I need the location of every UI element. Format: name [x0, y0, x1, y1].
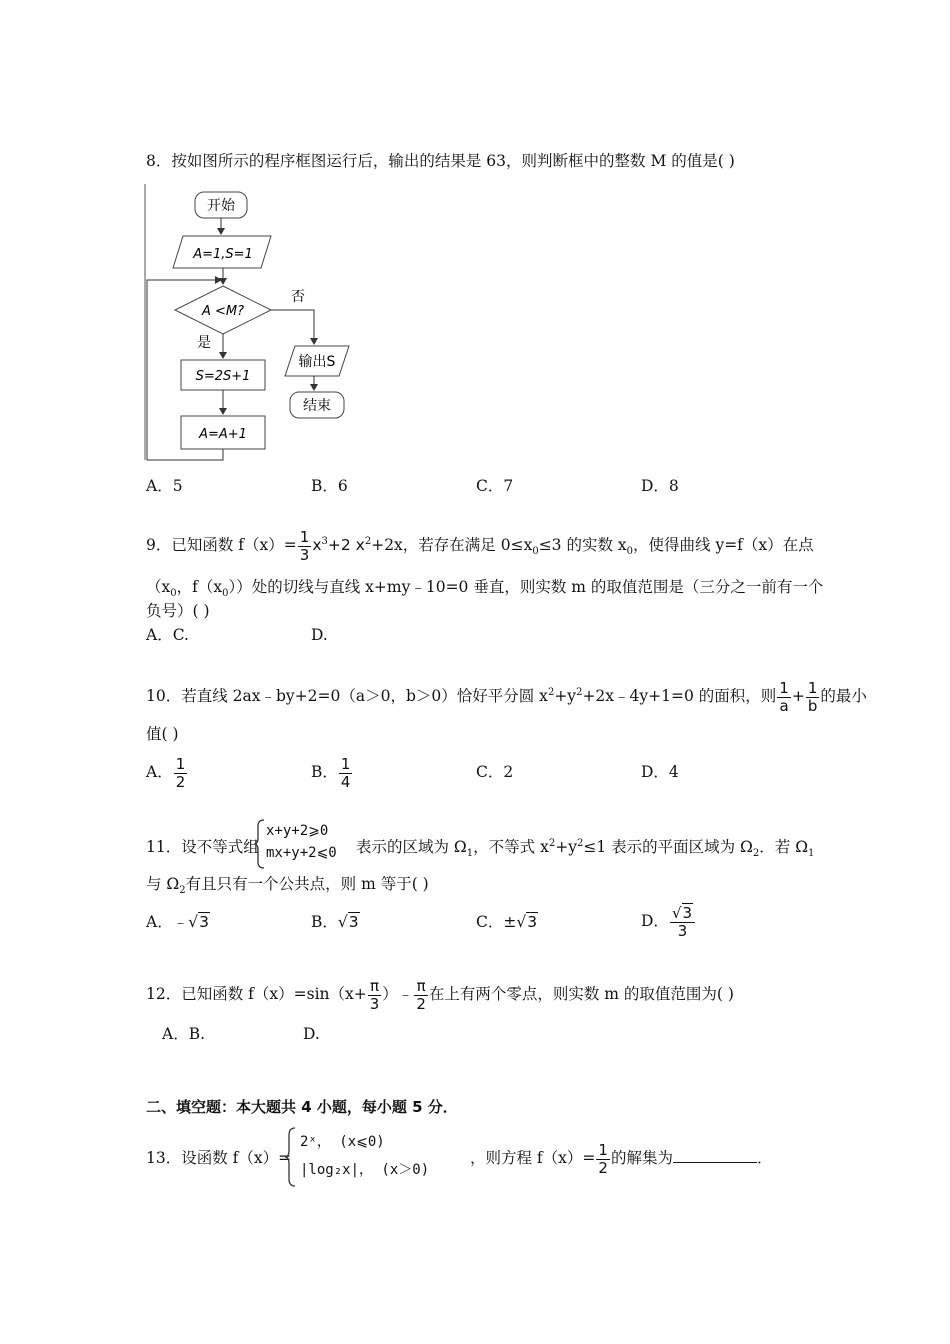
q13-rest: ，则方程 f（x）= $\frac{1}{2}$ 的解集为 ．: [470, 1140, 773, 1177]
flow-output-label: 输出S: [298, 354, 336, 370]
flow-update-a-label: A=A+1: [199, 427, 247, 442]
q13-prefix: 13．设函数 f（x）=: [146, 1149, 292, 1167]
q12-frac-pi2: $\frac{\pi}{2}$: [416, 976, 426, 1013]
q9-frac: $\frac{1}{3}$: [299, 527, 310, 564]
q11-system: x+y+2⩾0 mx+y+2⩽0: [266, 823, 337, 861]
q10-option-b[interactable]: B． $\frac{1}{4}$: [311, 754, 351, 791]
flow-update-s-label: S=2S+1: [195, 369, 251, 384]
q13-frac-half: $\frac{1}{2}$: [598, 1140, 608, 1177]
q9-line3: 负号）( ): [146, 602, 210, 620]
flow-init-label: A=1,S=1: [193, 247, 253, 262]
q13-brace-icon: [283, 1126, 297, 1188]
flow-yes-label: 是: [197, 335, 211, 351]
q10-line2: 值( ): [146, 725, 179, 743]
q11-option-b[interactable]: B．√3: [311, 913, 359, 931]
q8-option-a[interactable]: A．5: [146, 477, 183, 495]
q9-option-d[interactable]: D.: [311, 626, 328, 644]
q9-line1: 9．已知函数 f（x）= $\frac{1}{3}$ $x^3+2$ $x^2+2x$，若存在满足 $0\le x_0\le 3$ 的实数 $x_0$，使得曲线 y=f（x）在点: [146, 527, 814, 564]
flow-cond-label: A <M?: [201, 304, 245, 319]
q11-line2: 与 $\Omega_2$有且只有一个公共点，则 m 等于( ): [146, 875, 429, 897]
q8-flowchart: [143, 184, 358, 464]
q8-option-c[interactable]: C．7: [476, 477, 514, 495]
q13-answer-blank[interactable]: [673, 1148, 757, 1163]
q13-cases: 2ˣ， (x⩽0) |log₂x|， (x＞0): [300, 1134, 430, 1178]
q10-option-c[interactable]: C．2: [476, 763, 514, 781]
q8-stem: 8．按如图所示的程序框图运行后，输出的结果是 63，则判断框中的整数 M 的值是( ): [146, 152, 735, 170]
q12-option-d[interactable]: D.: [303, 1025, 320, 1043]
flow-start-label: 开始: [207, 198, 235, 214]
flow-no-label: 否: [291, 289, 305, 305]
q12-frac-pi3: $\frac{\pi}{3}$: [369, 976, 380, 1013]
q12-option-ab[interactable]: A．B.: [162, 1025, 206, 1043]
q8-option-d[interactable]: D．8: [641, 477, 679, 495]
q11-option-d[interactable]: D． $\frac{√3}{3}$: [641, 900, 696, 942]
flow-end-label: 结束: [303, 398, 331, 414]
q11-brace-icon: [252, 818, 266, 870]
q10-frac-1b: $\frac{1}{b}$: [807, 678, 818, 715]
q8-option-b[interactable]: B．6: [311, 477, 348, 495]
q11-option-a[interactable]: A．﹣√3: [146, 913, 209, 931]
q11-line1-rest: 表示的区域为 $\Omega_1$，不等式 $x^2+y^2\le 1$ 表示的平面区域为 $\Omega_2$．若 $\Omega_1$: [356, 837, 815, 860]
q10-line1: 10．若直线 2ax﹣by+2=0（a＞0，b＞0）恰好平分圆 $x^2+y^2+2x﹣4y+1=0$ 的面积，则 $\frac{1}{a}$ + $\frac{1}{b}$ 的最小: [146, 678, 867, 715]
q10-frac-1a: $\frac{1}{a}$: [779, 678, 789, 715]
q10-option-a[interactable]: A． $\frac{1}{2}$: [146, 754, 186, 791]
q9-option-ac[interactable]: A．C.: [146, 626, 189, 644]
section2-title: 二、填空题：本大题共 4 小题，每小题 5 分．: [146, 1098, 458, 1116]
q11-option-c[interactable]: C．±√3: [476, 913, 538, 931]
q10-option-d[interactable]: D．4: [641, 763, 679, 781]
q11-prefix: 11．设不等式组: [146, 838, 259, 856]
q9-line2: （$x_0$，$f(x_0)$）处的切线与直线 x+my﹣10=0 垂直，则实数 m 的取值范围是（三分之一前有一个: [146, 578, 824, 600]
q12-line1: 12．已知函数 f（x）=sin（x+ $\frac{\pi}{3}$ ）﹣ $\frac{\pi}{2}$ 在上有两个零点，则实数 m 的取值范围为( ): [146, 976, 734, 1013]
